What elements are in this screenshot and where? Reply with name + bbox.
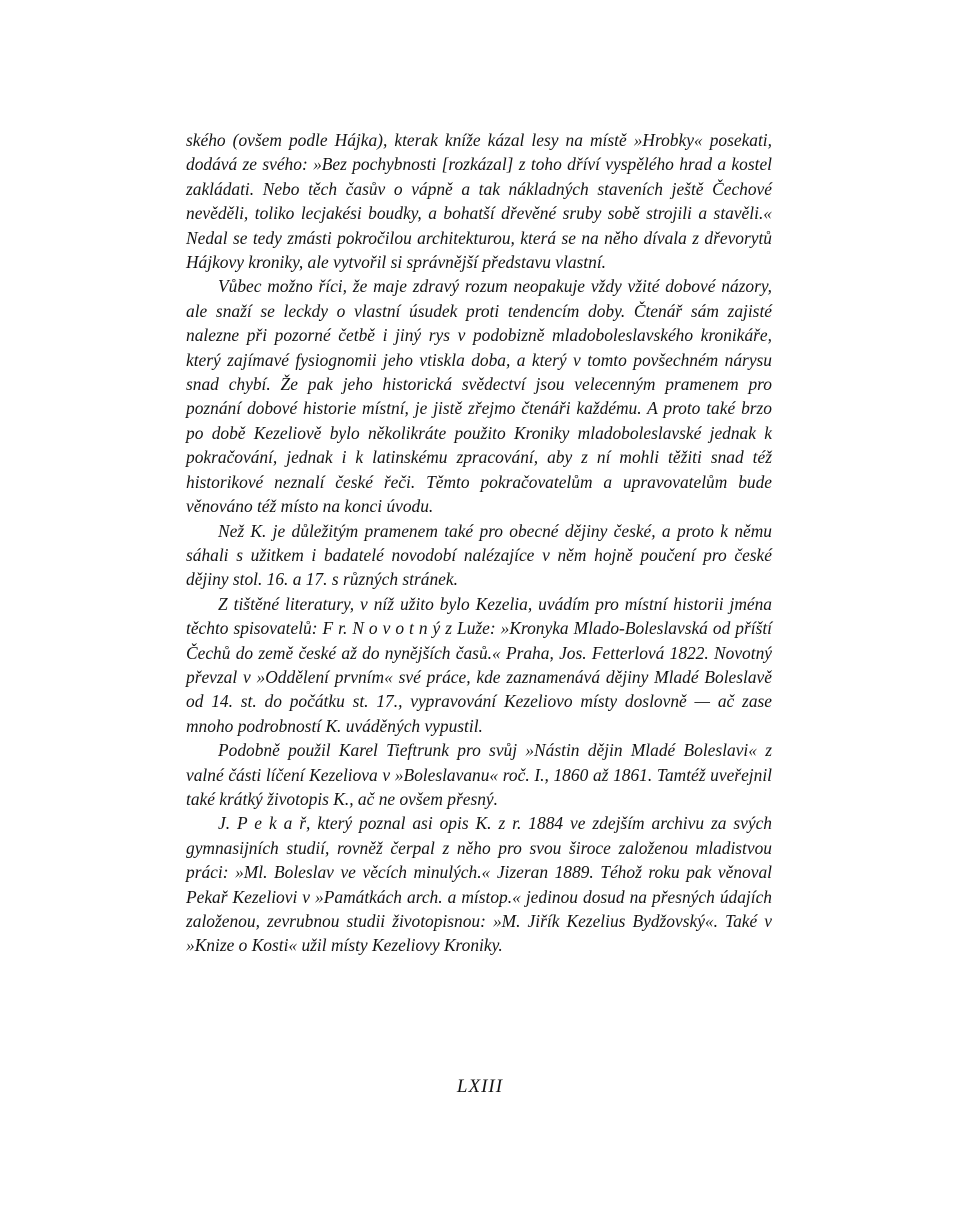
paragraph-4: Z tištěné literatury, v níž užito bylo Kezelia, uvádím pro místní historii jména těchto spisovatelů: F r. N o v o t n ý z Luže: »Kronyka Mlado-Boleslavská od příští Čechů do země české až do nynějších časů.« Praha, Jos. Fetterlová 1822. Novotný převzal v »Oddělení prvním« své práce, kde zaznamenává dějiny Mladé Boleslavě od 14. st. do počátku st. 17., vypravování Kezeliovo místy doslovně — ač zase mnoho podrobností K. uváděných vypustil.: [186, 593, 772, 736]
page-body: [186, 128, 772, 958]
paragraph-5: Podobně použil Karel Tieftrunk pro svůj »Nástin dějin Mladé Boleslavi« z valné části líčení Kezeliova v »Boleslavanu« roč. I., 1860 až 1861. Tamtéž uveřejnil také krátký životopis K., ač ne ovšem přesný.: [186, 740, 772, 809]
paragraph-1: ského (ovšem podle Hájka), kterak kníže kázal lesy na místě »Hrobky« posekati, dodává ze svého: »Bez pochybnosti [rozkázal] z toho dříví vyspělého hrad a kostel zakládati. Nebo těch časův o vápně a tak nákladných staveních ještě Čechové nevěděli, toliko lecjakési boudky, a bohatší dřevěné sruby sobě strojili a stavěli.« Nedal se tedy zmásti pokročilou architekturou, která se na něho dívala z dřevorytů Hájkovy kroniky, ale vytvořil si správnější představu vlastní.: [186, 130, 772, 273]
page-number: LXIII: [456, 1076, 504, 1097]
paragraph-2: Vůbec možno říci, že maje zdravý rozum neopakuje vždy vžité dobové názory, ale snaží se leckdy o vlastní úsudek proti tendencím doby. Čtenář sám zajisté nalezne při pozorné četbě i jiný rys v podobizně mladoboleslavského kronikáře, který zajímavé fysiognomii jeho vtiskla doba, a který v tomto povšechném nárysu snad chybí. Že pak jeho historická svědectví jsou velecenným pramenem pro poznání dobové historie místní, je jistě zřejmo čtenáři každému. A proto také brzo po době Kezeliově bylo několikráte použito Kroniky mladoboleslavské jednak k pokračování, jednak i k latinskému zpracování, aby z ní mohli těžiti snad též historikové neznalí české řeči. Těmto pokračovatelům a upravovatelům bude věnováno též místo na konci úvodu.: [186, 276, 772, 517]
paragraph-3: Než K. je důležitým pramenem také pro obecné dějiny české, a proto k němu sáhali s užitkem i badatelé novodobí nalézajíce v něm hojně poučení pro české dějiny stol. 16. a 17. s různých stránek.: [186, 520, 772, 590]
paragraph-6: J. P e k a ř, který poznal asi opis K. z r. 1884 ve zdejším archivu za svých gymnasijních studií, rovněž čerpal z něho pro svou široce založenou mladistvou práci: »Ml. Boleslav ve věcích minulých.« Jizeran 1889. Téhož roku pak věnoval Pekař Kezeliovi v »Památkách arch. a místop.« jedinou dosud na přesných údajích založenou, zevrubnou studii životopisnou: »M. Jiřík Kezelius Bydžovský«. Také v »Knize o Kosti« užil místy Kezeliovy Kroniky.: [186, 813, 772, 956]
